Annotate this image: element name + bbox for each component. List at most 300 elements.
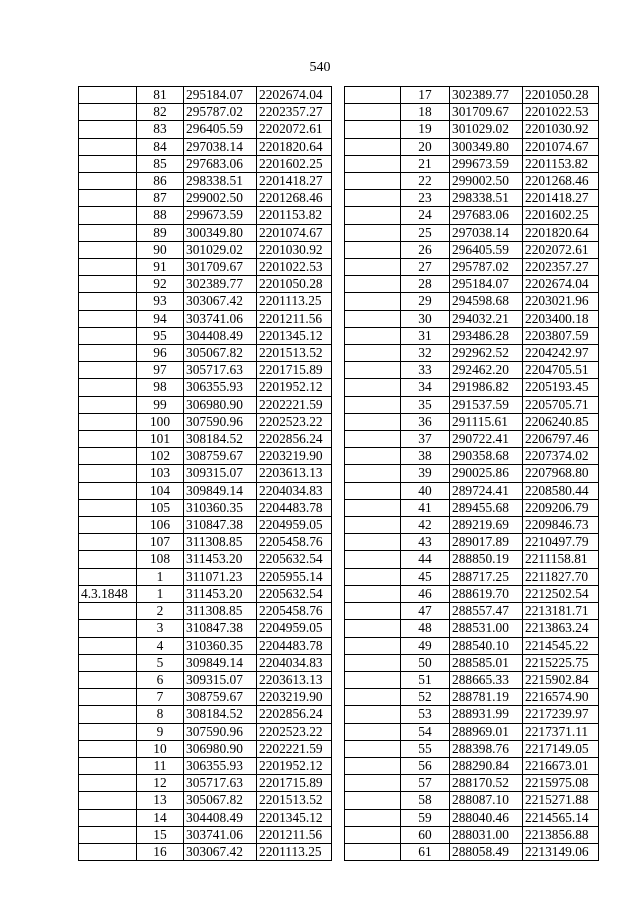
y-coordinate-cell: 2201050.28: [523, 87, 599, 104]
y-coordinate-cell: 2207374.02: [523, 448, 599, 465]
date-cell: [79, 121, 137, 138]
coordinates-table-left: [78, 86, 332, 861]
date-cell: [79, 723, 137, 740]
table-row: [79, 637, 332, 654]
point-number-cell: 96: [137, 345, 184, 362]
date-cell: [345, 637, 401, 654]
point-number-cell: 108: [137, 551, 184, 568]
table-row: [79, 138, 332, 155]
point-number-cell: 92: [137, 276, 184, 293]
point-number-cell: 3: [137, 620, 184, 637]
y-coordinate-cell: 2201513.52: [257, 345, 332, 362]
table-row: [79, 517, 332, 534]
date-cell: [345, 826, 401, 843]
point-number-cell: 100: [137, 413, 184, 430]
date-cell: [79, 568, 137, 585]
table-row: [79, 792, 332, 809]
point-number-cell: 49: [401, 637, 450, 654]
date-cell: [345, 379, 401, 396]
table-row: [79, 534, 332, 551]
point-number-cell: 81: [137, 87, 184, 104]
date-cell: [345, 293, 401, 310]
y-coordinate-cell: 2201030.92: [257, 241, 332, 258]
date-cell: [79, 155, 137, 172]
point-number-cell: 59: [401, 809, 450, 826]
x-coordinate-cell: 308184.52: [184, 431, 257, 448]
table-row: [79, 173, 332, 190]
y-coordinate-cell: 2201211.56: [257, 826, 332, 843]
point-number-cell: 1: [137, 568, 184, 585]
x-coordinate-cell: 294598.68: [450, 293, 523, 310]
point-number-cell: 28: [401, 276, 450, 293]
point-number-cell: 5: [137, 654, 184, 671]
x-coordinate-cell: 291537.59: [450, 396, 523, 413]
point-number-cell: 51: [401, 671, 450, 688]
x-coordinate-cell: 307590.96: [184, 413, 257, 430]
date-cell: [345, 723, 401, 740]
y-coordinate-cell: 2205458.76: [257, 534, 332, 551]
y-coordinate-cell: 2205632.54: [257, 551, 332, 568]
x-coordinate-cell: 288398.76: [450, 740, 523, 757]
point-number-cell: 4: [137, 637, 184, 654]
point-number-cell: 57: [401, 775, 450, 792]
table-row: [345, 809, 599, 826]
y-coordinate-cell: 2213863.24: [523, 620, 599, 637]
table-row: [345, 603, 599, 620]
x-coordinate-cell: 294032.21: [450, 310, 523, 327]
table-row: [79, 293, 332, 310]
date-cell: [345, 706, 401, 723]
date-cell: [345, 155, 401, 172]
x-coordinate-cell: 310360.35: [184, 637, 257, 654]
point-number-cell: 38: [401, 448, 450, 465]
y-coordinate-cell: 2206797.46: [523, 431, 599, 448]
x-coordinate-cell: 289724.41: [450, 482, 523, 499]
y-coordinate-cell: 2201113.25: [257, 293, 332, 310]
date-cell: [345, 396, 401, 413]
date-cell: [79, 224, 137, 241]
point-number-cell: 39: [401, 465, 450, 482]
date-cell: [79, 654, 137, 671]
x-coordinate-cell: 303741.06: [184, 310, 257, 327]
table-row: [79, 241, 332, 258]
y-coordinate-cell: 2202674.04: [257, 87, 332, 104]
table-row: [345, 706, 599, 723]
point-number-cell: 16: [137, 843, 184, 860]
x-coordinate-cell: 305067.82: [184, 345, 257, 362]
x-coordinate-cell: 309849.14: [184, 482, 257, 499]
x-coordinate-cell: 288058.49: [450, 843, 523, 860]
table-row: [345, 138, 599, 155]
table-row: [345, 241, 599, 258]
point-number-cell: 29: [401, 293, 450, 310]
y-coordinate-cell: 2201715.89: [257, 775, 332, 792]
x-coordinate-cell: 288031.00: [450, 826, 523, 843]
date-cell: [79, 809, 137, 826]
y-coordinate-cell: 2201345.12: [257, 809, 332, 826]
table-row: [345, 637, 599, 654]
date-cell: [79, 104, 137, 121]
date-cell: [79, 465, 137, 482]
table-row: [79, 568, 332, 585]
x-coordinate-cell: 309849.14: [184, 654, 257, 671]
table-row: [79, 190, 332, 207]
point-number-cell: 6: [137, 671, 184, 688]
point-number-cell: 42: [401, 517, 450, 534]
table-row: [79, 620, 332, 637]
y-coordinate-cell: 2202674.04: [523, 276, 599, 293]
y-coordinate-cell: 2213181.71: [523, 603, 599, 620]
y-coordinate-cell: 2202856.24: [257, 706, 332, 723]
table-row: [345, 155, 599, 172]
point-number-cell: 9: [137, 723, 184, 740]
y-coordinate-cell: 2201418.27: [257, 173, 332, 190]
date-cell: [345, 568, 401, 585]
date-cell: [79, 551, 137, 568]
table-row: [79, 654, 332, 671]
y-coordinate-cell: 2211158.81: [523, 551, 599, 568]
table-row: [79, 413, 332, 430]
point-number-cell: 21: [401, 155, 450, 172]
point-number-cell: 91: [137, 259, 184, 276]
x-coordinate-cell: 290722.41: [450, 431, 523, 448]
x-coordinate-cell: 288170.52: [450, 775, 523, 792]
x-coordinate-cell: 288969.01: [450, 723, 523, 740]
y-coordinate-cell: 2213149.06: [523, 843, 599, 860]
date-cell: [79, 620, 137, 637]
y-coordinate-cell: 2201113.25: [257, 843, 332, 860]
date-cell: [345, 551, 401, 568]
point-number-cell: 52: [401, 689, 450, 706]
point-number-cell: 45: [401, 568, 450, 585]
table-row: [345, 792, 599, 809]
date-cell: [345, 740, 401, 757]
table-row: [345, 551, 599, 568]
x-coordinate-cell: 297683.06: [184, 155, 257, 172]
x-coordinate-cell: 309315.07: [184, 465, 257, 482]
table-row: [79, 757, 332, 774]
y-coordinate-cell: 2202221.59: [257, 740, 332, 757]
date-cell: [79, 413, 137, 430]
y-coordinate-cell: 2202357.27: [257, 104, 332, 121]
date-cell: [345, 362, 401, 379]
date-cell: [79, 276, 137, 293]
x-coordinate-cell: 299002.50: [450, 173, 523, 190]
y-coordinate-cell: 2217371.11: [523, 723, 599, 740]
date-cell: [345, 620, 401, 637]
date-cell: [345, 603, 401, 620]
x-coordinate-cell: 289219.69: [450, 517, 523, 534]
table-row: [345, 568, 599, 585]
date-cell: [345, 345, 401, 362]
point-number-cell: 102: [137, 448, 184, 465]
table-row: [79, 259, 332, 276]
point-number-cell: 40: [401, 482, 450, 499]
date-cell: [79, 482, 137, 499]
x-coordinate-cell: 288717.25: [450, 568, 523, 585]
date-cell: [345, 413, 401, 430]
x-coordinate-cell: 288585.01: [450, 654, 523, 671]
x-coordinate-cell: 293486.28: [450, 327, 523, 344]
table-row: [79, 448, 332, 465]
y-coordinate-cell: 2205458.76: [257, 603, 332, 620]
table-row: [79, 224, 332, 241]
x-coordinate-cell: 306980.90: [184, 740, 257, 757]
y-coordinate-cell: 2201820.64: [523, 224, 599, 241]
table-row: [79, 207, 332, 224]
table-row: [345, 224, 599, 241]
table-row: [79, 396, 332, 413]
y-coordinate-cell: 2215902.84: [523, 671, 599, 688]
table-row: [345, 585, 599, 602]
date-cell: [345, 775, 401, 792]
table-row: [79, 671, 332, 688]
date-cell: [345, 138, 401, 155]
x-coordinate-cell: 295184.07: [450, 276, 523, 293]
point-number-cell: 26: [401, 241, 450, 258]
table-row: [345, 499, 599, 516]
table-row: [345, 757, 599, 774]
x-coordinate-cell: 305717.63: [184, 775, 257, 792]
table-row: [345, 723, 599, 740]
table-row: [345, 671, 599, 688]
y-coordinate-cell: 2207968.80: [523, 465, 599, 482]
date-cell: [79, 396, 137, 413]
y-coordinate-cell: 2209206.79: [523, 499, 599, 516]
point-number-cell: 37: [401, 431, 450, 448]
point-number-cell: 101: [137, 431, 184, 448]
table-row: [79, 740, 332, 757]
point-number-cell: 8: [137, 706, 184, 723]
y-coordinate-cell: 2203807.59: [523, 327, 599, 344]
date-cell: [79, 293, 137, 310]
point-number-cell: 23: [401, 190, 450, 207]
y-coordinate-cell: 2201022.53: [523, 104, 599, 121]
table-row: [79, 826, 332, 843]
y-coordinate-cell: 2203021.96: [523, 293, 599, 310]
point-number-cell: 97: [137, 362, 184, 379]
point-number-cell: 32: [401, 345, 450, 362]
x-coordinate-cell: 288087.10: [450, 792, 523, 809]
table-row: [345, 689, 599, 706]
x-coordinate-cell: 299673.59: [450, 155, 523, 172]
point-number-cell: 17: [401, 87, 450, 104]
table-row: [79, 155, 332, 172]
date-cell: [345, 534, 401, 551]
y-coordinate-cell: 2201268.46: [523, 173, 599, 190]
x-coordinate-cell: 297038.14: [450, 224, 523, 241]
point-number-cell: 86: [137, 173, 184, 190]
table-row: [79, 104, 332, 121]
x-coordinate-cell: 308759.67: [184, 448, 257, 465]
table-row: [345, 654, 599, 671]
date-cell: [79, 241, 137, 258]
date-cell: [79, 345, 137, 362]
table-row: [79, 379, 332, 396]
point-number-cell: 30: [401, 310, 450, 327]
y-coordinate-cell: 2204705.51: [523, 362, 599, 379]
table-row: [79, 276, 332, 293]
point-number-cell: 11: [137, 757, 184, 774]
x-coordinate-cell: 295184.07: [184, 87, 257, 104]
y-coordinate-cell: 2201022.53: [257, 259, 332, 276]
y-coordinate-cell: 2215225.75: [523, 654, 599, 671]
y-coordinate-cell: 2205193.45: [523, 379, 599, 396]
x-coordinate-cell: 311308.85: [184, 603, 257, 620]
point-number-cell: 27: [401, 259, 450, 276]
table-row: [345, 104, 599, 121]
point-number-cell: 1: [137, 585, 184, 602]
x-coordinate-cell: 311453.20: [184, 551, 257, 568]
point-number-cell: 90: [137, 241, 184, 258]
point-number-cell: 84: [137, 138, 184, 155]
point-number-cell: 55: [401, 740, 450, 757]
point-number-cell: 22: [401, 173, 450, 190]
table-row: [345, 276, 599, 293]
date-cell: [79, 431, 137, 448]
x-coordinate-cell: 288040.46: [450, 809, 523, 826]
date-cell: [345, 207, 401, 224]
date-cell: [79, 671, 137, 688]
point-number-cell: 41: [401, 499, 450, 516]
point-number-cell: 107: [137, 534, 184, 551]
x-coordinate-cell: 297683.06: [450, 207, 523, 224]
table-row: [345, 173, 599, 190]
point-number-cell: 43: [401, 534, 450, 551]
point-number-cell: 85: [137, 155, 184, 172]
x-coordinate-cell: 311308.85: [184, 534, 257, 551]
y-coordinate-cell: 2204242.97: [523, 345, 599, 362]
point-number-cell: 48: [401, 620, 450, 637]
y-coordinate-cell: 2202523.22: [257, 723, 332, 740]
point-number-cell: 25: [401, 224, 450, 241]
x-coordinate-cell: 299002.50: [184, 190, 257, 207]
x-coordinate-cell: 310360.35: [184, 499, 257, 516]
date-cell: [79, 689, 137, 706]
date-cell: [79, 826, 137, 843]
table-row: [345, 775, 599, 792]
x-coordinate-cell: 290025.86: [450, 465, 523, 482]
table-row: [345, 431, 599, 448]
point-number-cell: 15: [137, 826, 184, 843]
point-number-cell: 35: [401, 396, 450, 413]
y-coordinate-cell: 2203400.18: [523, 310, 599, 327]
y-coordinate-cell: 2203613.13: [257, 671, 332, 688]
date-cell: [345, 241, 401, 258]
y-coordinate-cell: 2214565.14: [523, 809, 599, 826]
point-number-cell: 24: [401, 207, 450, 224]
coordinates-table-right: [344, 86, 599, 861]
point-number-cell: 82: [137, 104, 184, 121]
y-coordinate-cell: 2201153.82: [523, 155, 599, 172]
y-coordinate-cell: 2204034.83: [257, 654, 332, 671]
date-cell: [79, 138, 137, 155]
y-coordinate-cell: 2216673.01: [523, 757, 599, 774]
date-cell: [79, 362, 137, 379]
date-cell: [345, 499, 401, 516]
x-coordinate-cell: 303067.42: [184, 293, 257, 310]
point-number-cell: 34: [401, 379, 450, 396]
point-number-cell: 12: [137, 775, 184, 792]
point-number-cell: 14: [137, 809, 184, 826]
date-cell: [345, 310, 401, 327]
table-row: [345, 396, 599, 413]
y-coordinate-cell: 2214545.22: [523, 637, 599, 654]
y-coordinate-cell: 2216574.90: [523, 689, 599, 706]
x-coordinate-cell: 301709.67: [184, 259, 257, 276]
point-number-cell: 87: [137, 190, 184, 207]
x-coordinate-cell: 296405.59: [184, 121, 257, 138]
y-coordinate-cell: 2205955.14: [257, 568, 332, 585]
point-number-cell: 31: [401, 327, 450, 344]
y-coordinate-cell: 2208580.44: [523, 482, 599, 499]
y-coordinate-cell: 2201268.46: [257, 190, 332, 207]
point-number-cell: 95: [137, 327, 184, 344]
x-coordinate-cell: 288665.33: [450, 671, 523, 688]
table-row: [79, 499, 332, 516]
point-number-cell: 20: [401, 138, 450, 155]
table-row: [79, 465, 332, 482]
y-coordinate-cell: 2201211.56: [257, 310, 332, 327]
x-coordinate-cell: 291115.61: [450, 413, 523, 430]
y-coordinate-cell: 2201074.67: [523, 138, 599, 155]
table-row: [345, 843, 599, 860]
x-coordinate-cell: 311071.23: [184, 568, 257, 585]
x-coordinate-cell: 298338.51: [184, 173, 257, 190]
date-cell: [345, 327, 401, 344]
date-cell: [345, 259, 401, 276]
table-row: [345, 327, 599, 344]
date-cell: 4.3.1848: [79, 585, 137, 602]
y-coordinate-cell: 2217239.97: [523, 706, 599, 723]
date-cell: [79, 87, 137, 104]
table-row: [345, 379, 599, 396]
x-coordinate-cell: 297038.14: [184, 138, 257, 155]
x-coordinate-cell: 309315.07: [184, 671, 257, 688]
point-number-cell: 13: [137, 792, 184, 809]
y-coordinate-cell: 2203219.90: [257, 448, 332, 465]
table-row: [79, 551, 332, 568]
x-coordinate-cell: 308759.67: [184, 689, 257, 706]
table-row: [345, 362, 599, 379]
date-cell: [79, 259, 137, 276]
point-number-cell: 58: [401, 792, 450, 809]
date-cell: [345, 809, 401, 826]
x-coordinate-cell: 296405.59: [450, 241, 523, 258]
date-cell: [79, 207, 137, 224]
table-row: [79, 603, 332, 620]
y-coordinate-cell: 2215271.88: [523, 792, 599, 809]
x-coordinate-cell: 300349.80: [184, 224, 257, 241]
date-cell: [345, 792, 401, 809]
table-row: [79, 482, 332, 499]
y-coordinate-cell: 2202357.27: [523, 259, 599, 276]
date-cell: [345, 671, 401, 688]
y-coordinate-cell: 2202856.24: [257, 431, 332, 448]
date-cell: [345, 585, 401, 602]
table-row: [345, 534, 599, 551]
x-coordinate-cell: 301029.02: [450, 121, 523, 138]
x-coordinate-cell: 288540.10: [450, 637, 523, 654]
y-coordinate-cell: 2209846.73: [523, 517, 599, 534]
x-coordinate-cell: 301029.02: [184, 241, 257, 258]
point-number-cell: 54: [401, 723, 450, 740]
point-number-cell: 99: [137, 396, 184, 413]
y-coordinate-cell: 2201513.52: [257, 792, 332, 809]
x-coordinate-cell: 290358.68: [450, 448, 523, 465]
date-cell: [345, 517, 401, 534]
date-cell: [79, 173, 137, 190]
